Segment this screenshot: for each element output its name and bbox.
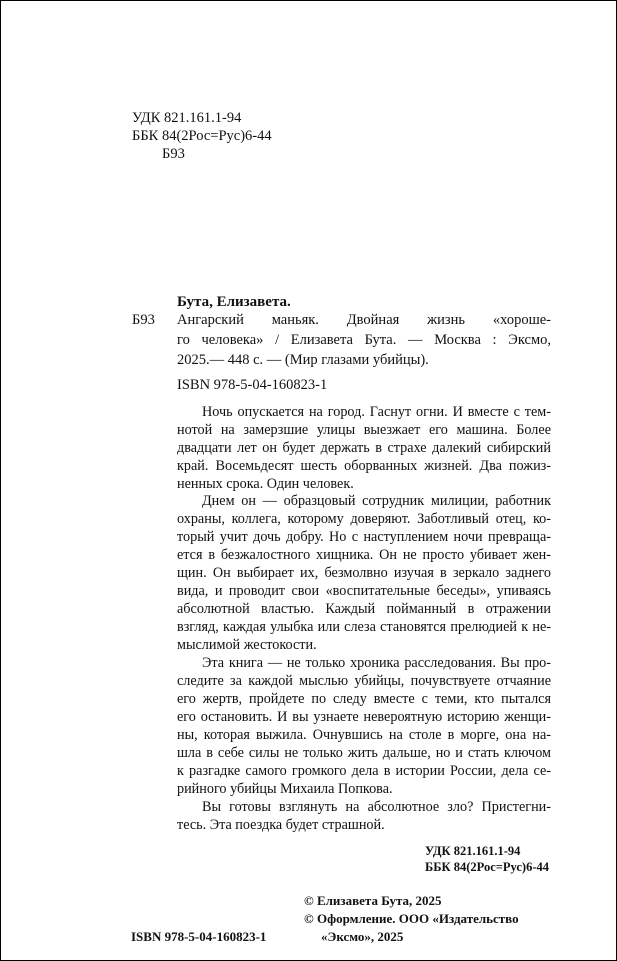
catalog-code: Б93 xyxy=(132,312,155,328)
annotation-line: вида, и проводит свои «воспитательные беседы», упиваясь xyxy=(177,583,551,599)
annotation-line: край. Восемьдесят шесть оборванных жизней. Два пожиз- xyxy=(177,458,551,474)
copyright-design-cont: «Эксмо», 2025 xyxy=(321,929,404,944)
annotation-line: к разгадке самого громкого дела в истории России, дела се- xyxy=(177,763,551,779)
footer-isbn: ISBN 978-5-04-160823-1 xyxy=(131,929,267,944)
copyright-design: © Оформление. ООО «Издательство xyxy=(304,911,519,926)
annotation-line: Ночь опускается на город. Гаснут огни. И вместе с тем- xyxy=(202,404,551,420)
annotation-line: Эта книга — не только хроника расследования. Вы про- xyxy=(202,655,551,671)
annotation-line: абсолютной властью. Каждый пойманный в отражении xyxy=(177,601,551,617)
catalog-title-line: Ангарский маньяк. Двойная жизнь «хороше- xyxy=(177,312,551,328)
annotation-line: щин. Он выбирает их, безмолвно изучая в зеркало заднего xyxy=(177,565,551,581)
annotation-line: охраны, коллега, которому доверяют. Заботливый отец, ко- xyxy=(177,511,551,527)
annotation-line: торый учит дочь добру. Но с наступлением ночи превраща- xyxy=(177,529,551,545)
annotation-line: взгляд, каждая улыбка или слеза становятся прелюдией к не- xyxy=(177,619,551,635)
annotation-line: его остановить. И вы узнаете невероятную историю женщи- xyxy=(177,709,551,725)
annotation-line: Днем он — образцовый сотрудник милиции, работник xyxy=(202,493,551,509)
header-udk: УДК 821.161.1-94 xyxy=(132,110,242,126)
copyright-author: © Елизавета Бута, 2025 xyxy=(304,893,442,908)
annotation-line: его жертв, пройдете по следу вместе с теми, кто пытался xyxy=(177,691,551,707)
annotation-line: ненных срока. Один человек. xyxy=(177,476,354,492)
catalog-isbn: ISBN 978-5-04-160823-1 xyxy=(177,377,328,393)
footer-udk: УДК 821.161.1-94 xyxy=(425,844,521,858)
annotation-line: мыслимой жестокости. xyxy=(177,637,317,653)
catalog-title-line: го человека» / Елизавета Бута. — Москва : Эксмо, xyxy=(177,332,551,348)
annotation-line: двадцати лет он будет держать в страхе далекий сибирский xyxy=(177,440,551,456)
catalog-author: Бута, Елизавета. xyxy=(177,294,291,310)
catalog-title-line: 2025.— 448 с. — (Мир глазами убийцы). xyxy=(177,352,429,368)
footer-bbk: ББК 84(2Рос=Рус)6-44 xyxy=(425,860,549,874)
header-bbk: ББК 84(2Рос=Рус)6-44 xyxy=(132,128,272,144)
annotation-line: следите за каждой мыслью убийцы, почувствуете отчаяние xyxy=(177,673,551,689)
header-code: Б93 xyxy=(162,146,185,162)
annotation-line: нотой на замерзшие улицы выезжает его машина. Более xyxy=(177,422,551,438)
annotation-line: тесь. Эта поездка будет страшной. xyxy=(177,817,385,833)
annotation-line: Вы готовы взглянуть на абсолютное зло? Пристегни- xyxy=(202,799,551,815)
annotation-line: ны, которая выжила. Очнувшись на столе в морге, она на- xyxy=(177,727,551,743)
annotation-line: ется в безжалостного хищника. Он не просто убивает жен- xyxy=(177,547,551,563)
annotation-line: шла в себе силы не только жить дальше, но и стать ключом xyxy=(177,745,551,761)
annotation-line: рийного убийцы Михаила Попкова. xyxy=(177,781,393,797)
